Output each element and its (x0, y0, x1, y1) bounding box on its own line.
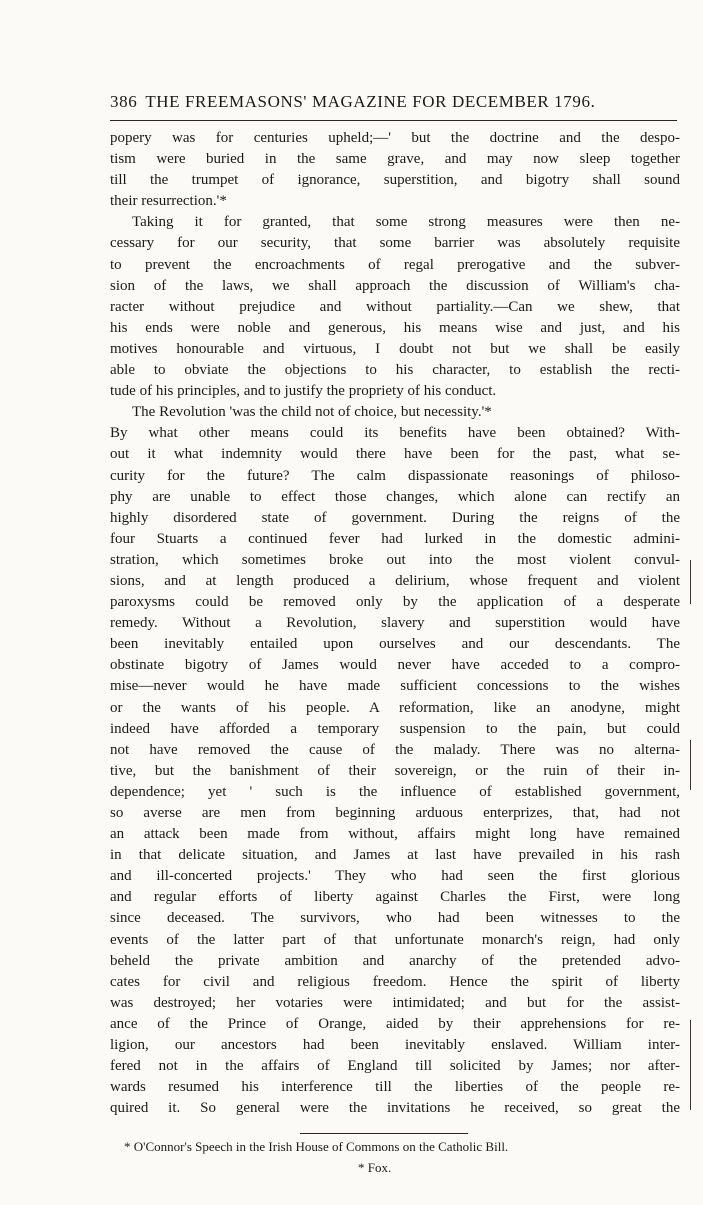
text-line: cates for civil and religious freedom. Hence the spirit of liberty (110, 973, 680, 990)
text-line: so averse are men from beginning arduous enterprizes, that, had not (110, 805, 680, 821)
text-line: their resurrection.'* (110, 193, 227, 210)
text-line: been inevitably entailed upon ourselves and our descendants. The (110, 636, 680, 653)
margin-binding-mark (690, 1020, 691, 1110)
text-line: By what other means could its benefits have been obtained? With- (110, 425, 680, 442)
text-line: wards resumed his interference till the liberties of the people re- (110, 1079, 680, 1096)
text-line: obstinate bigotry of James would never have acceded to a compro- (110, 657, 680, 674)
footnotes (110, 1136, 680, 1178)
footnote: * Fox. (358, 1160, 392, 1175)
text-line: indeed have afforded a temporary suspension to the pain, but could (110, 720, 680, 737)
running-head (110, 92, 680, 116)
margin-binding-mark (690, 560, 691, 604)
text-line: was destroyed; her votaries were intimidated; and but for the assist- (110, 994, 680, 1011)
text-line: sions, and at length produced a delirium, whose frequent and violent (110, 572, 680, 589)
text-line: quired it. So general were the invitations he received, so great the (110, 1100, 680, 1117)
running-title: THE FREEMASONS' MAGAZINE FOR DECEMBER 1796. (145, 92, 596, 111)
text-line: curity for the future? The calm dispassionate reasonings of philoso- (110, 467, 680, 484)
text-line: and regular efforts of liberty against Charles the First, were long (110, 889, 680, 906)
text-line: not have removed the cause of the malady. There was no alterna- (110, 741, 680, 758)
page-number: 386 (110, 92, 138, 111)
text-line: to prevent the encroachments of regal prerogative and the subver- (110, 256, 680, 273)
text-line: fered not in the affairs of England till solicited by James; nor after- (110, 1058, 680, 1075)
text-line: highly disordered state of government. During the reigns of the (110, 509, 680, 526)
text-line: an attack been made from without, affairs might long have remained (110, 826, 680, 843)
text-line: tism were buried in the same grave, and may now sleep together (110, 151, 680, 168)
text-line: or the wants of his people. A reformation, like an anodyne, might (110, 699, 680, 716)
text-line: out it what indemnity would there have been for the past, what se- (110, 446, 680, 463)
paragraph-first-line: Taking it for granted, that some strong measures were then ne- (132, 214, 680, 231)
text-line: since deceased. The survivors, who had been witnesses to the (110, 910, 680, 927)
text-line: events of the latter part of that unfortunate monarch's reign, had only (110, 931, 680, 948)
text-line: paroxysms could be removed only by the application of a desperate (110, 594, 680, 611)
body-text (110, 128, 680, 1119)
text-line: dependence; yet ' such is the influence of established government, (110, 783, 680, 800)
text-line: able to obviate the objections to his character, to establish the recti- (110, 362, 680, 379)
text-line: four Stuarts a continued fever had lurked in the domestic admini- (110, 530, 680, 547)
footnote-rule (300, 1133, 468, 1134)
text-line: in that delicate situation, and James at last have prevailed in his rash (110, 847, 680, 864)
page (110, 92, 680, 1175)
text-line: beheld the private ambition and anarchy of the pretended advo- (110, 952, 680, 969)
footnote: * O'Connor's Speech in the Irish House of Commons on the Catholic Bill. (124, 1139, 509, 1154)
header-rule (110, 120, 677, 121)
text-line: till the trumpet of ignorance, superstition, and bigotry shall sound (110, 172, 680, 189)
text-line: his ends were noble and generous, his means wise and just, and his (110, 319, 680, 336)
text-line: ligion, our ancestors had been inevitably enslaved. William inter- (110, 1037, 680, 1054)
text-line: motives honourable and virtuous, I doubt not but we shall be easily (110, 340, 680, 357)
text-line: ance of the Prince of Orange, aided by their apprehensions for re- (110, 1015, 680, 1032)
text-line: remedy. Without a Revolution, slavery and superstition would have (110, 615, 680, 632)
text-line: stration, which sometimes broke out into the most violent convul- (110, 551, 680, 568)
text-line: tude of his principles, and to justify the propriety of his conduct. (110, 383, 497, 400)
margin-binding-mark (690, 740, 691, 790)
text-line: phy are unable to effect those changes, which alone can rectify an (110, 488, 680, 505)
text-line: and ill-concerted projects.' They who had seen the first glorious (110, 868, 680, 885)
text-line: cessary for our security, that some barrier was absolutely requisite (110, 235, 680, 252)
text-line: sion of the laws, we shall approach the discussion of William's cha- (110, 277, 680, 294)
paragraph-first-line: The Revolution 'was the child not of choice, but necessity.'* (132, 404, 492, 421)
text-line: racter without prejudice and without partiality.—Can we shew, that (110, 298, 680, 315)
text-line: mise—never would he have made sufficient concessions to the wishes (110, 678, 680, 695)
text-line: popery was for centuries upheld;—' but the doctrine and the despo- (110, 130, 680, 146)
text-line: tive, but the banishment of their sovereign, or the ruin of their in- (110, 762, 680, 779)
